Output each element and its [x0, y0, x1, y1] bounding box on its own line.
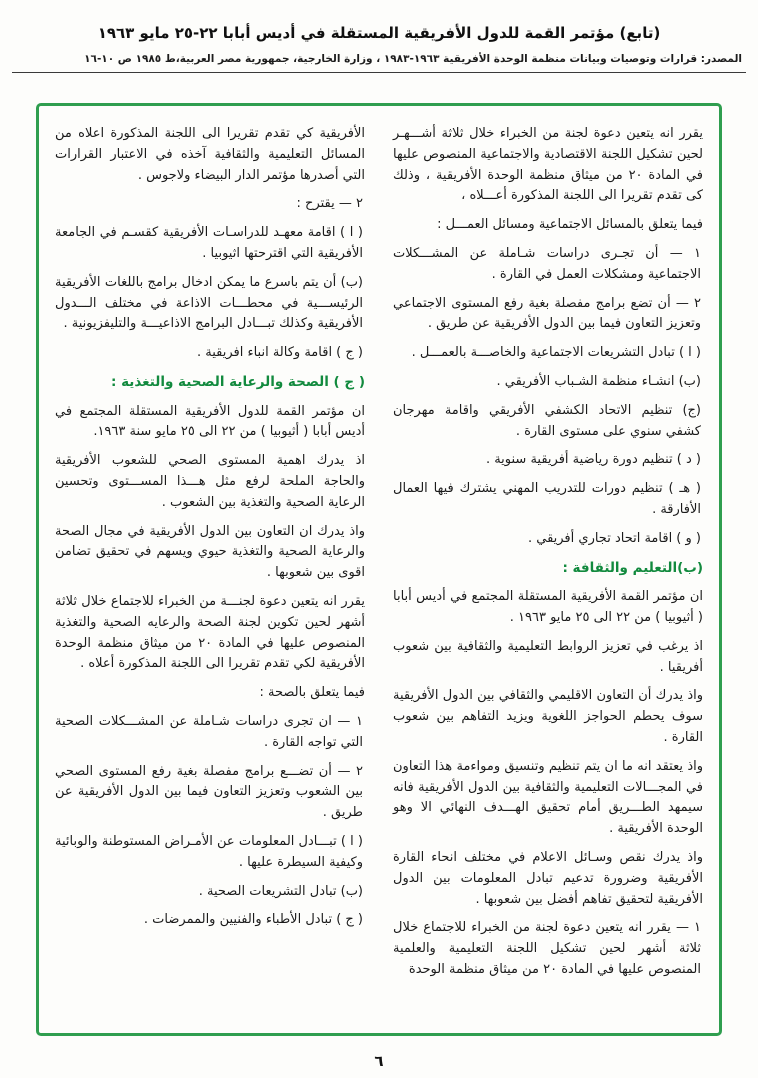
list-item: ( د ) تنظيم دورة رياضية أفريقية سنوية . — [485, 452, 701, 468]
section-heading-health-nutrition: ( ج ) الصحة والرعاية الصحية والتغذية : — [110, 373, 365, 390]
paragraph: يقرر انه يتعين دعوة لجنـــة من الخبراء للاجتماع خلال ثلاثة أشهر لحين تكوين لجنة الصحة والرعايه الصحية والتغذية المنصوص عليها في المادة ٢٠ من ميثاق منظمة الوحدة الأفريقية لكي تقدم تقريرا الى اللجنة المذكورة أعلاه . — [55, 593, 365, 672]
list-item: ( ا ) تبـــادل المعلومات عن الأمـراض المستوطنة والوبائية وكيفية السيطرة عليها . — [55, 833, 363, 870]
paragraph: يقرر انه يتعين دعوة لجنة من الخبراء خلال ثلاثة أشـــهـر لحين تشكيل اللجنة الاقتصادية والاجتماعية المنصوص عليها في المادة ٢٠ من ميثاق منظمة الوحدة الأفريقية ، وذلك كى تقدم تقريرا الى اللجنة المذكورة أعـــلاه ، — [393, 126, 703, 204]
numbered-item: ١ — ان تجرى دراسات شـاملة عن المشـــكلات الصحية التي تواجه القارة . — [55, 713, 363, 750]
numbered-item: ١ — أن تجـرى دراسات شـاملة عن المشـــكلات الاجتماعية ومشكلات العمل في القارة . — [393, 245, 701, 282]
list-item: ( ج ) اقامة وكالة انباء افريقية . — [197, 345, 363, 361]
page-title: (تابع) مؤتمر القمة للدول الأفريقية المستقلة في أديس أبابا ٢٢-٢٥ مايو ١٩٦٣ — [97, 24, 661, 42]
list-item: ( ا ) تبادل التشريعات الاجتماعية والخاصـــة بالعمـــل . — [411, 345, 701, 361]
document-header — [12, 24, 746, 73]
paragraph: واذ يدرك نقص وسـائل الاعلام في مختلف انحاء القارة الأفريقية وضرورة تدعيم تبادل المعلومات بين الدول الأفريقية لتحقيق تفاهم أفضل بين شعوبها . — [393, 849, 703, 907]
list-item: ( ا ) اقامة معهـد للدراسـات الأفريقية كقسـم في الجامعة الأفريقية التي اقترحتها اثيوبيا . — [55, 225, 363, 261]
paragraph: فيما يتعلق بالمسائل الاجتماعية ومسائل العمـــل : — [437, 217, 703, 233]
header-divider — [12, 72, 746, 73]
paragraph: واذ يدرك أن التعاون الاقليمي والثقافي بين الدول الأفريقية سوف يحطم الحواجز اللغوية ويزيد التفاهم بين شعوب القارة . — [393, 688, 703, 745]
paragraph: ان مؤتمر القمة الأفريقية المستقلة المجتمع في أديس أبابا ( أثيوبيا ) من ٢٢ الى ٢٥ مايو ١٩٦٣ . — [393, 589, 703, 625]
list-item: ( و ) اقامة اتحاد تجاري أفريقي . — [527, 530, 701, 546]
list-item: ( هـ ) تنظيم دورات للتدريب المهني يشترك فيها العمال الأفارقة . — [393, 481, 701, 517]
left-column — [55, 124, 365, 1021]
list-item: (ب) انشـاء منظمة الشـباب الأفريقي . — [496, 373, 701, 389]
section-heading-education-culture: (ب)التعليم والثقافة : — [562, 559, 703, 576]
paragraph: ان مؤتمر القمة للدول الأفريقية المستقلة المجتمع في أديس أبابا ( أثيوبيا ) من ٢٢ الى ٢٥ مايو سنة ١٩٦٣. — [55, 403, 365, 440]
numbered-item: ٢ — أن تضع برامج مفصلة بغية رفع المستوى الاجتماعي وتعزيز التعاون فيما بين الدول الأفريقية عن طريق . — [393, 295, 701, 332]
paragraph: اذ يرغب في تعزيز الروابط التعليمية والثقافية بين شعوب أفريقيا . — [393, 638, 703, 675]
numbered-item: ٢ — أن تضـــع برامج مفصلة بغية رفع المستوى الصحي بين الشعوب وتعزيز التعاون فيما بين الدول الأفريقية عن طريق . — [55, 763, 363, 821]
numbered-item: ٢ — يقترح : — [296, 196, 363, 212]
content-frame — [36, 103, 722, 1036]
paragraph: اذ يدرك اهمية المستوى الصحي للشعوب الأفريقية والحاجة الملحة لرفع مثل هـــذا المســـتوى وتحسين الرعاية الصحية والتغذية بين الشعوب . — [55, 453, 365, 510]
list-item: (ج) تنظيم الاتحاد الكشفي الأفريقي واقامة مهرجان كشفي سنوي على مستوى القارة . — [393, 402, 701, 439]
list-item: (ب) تبادل التشريعات الصحية . — [198, 883, 363, 899]
paragraph: واذ يدرك ان التعاون بين الدول الأفريقية في مجال الصحة والرعاية الصحية والتغذية حيوي ويسهم في تحقيق تضامن اقوى بين شعوبها . — [55, 523, 365, 581]
right-column — [393, 124, 703, 1021]
numbered-item: ١ — يقرر انه يتعين دعوة لجنة من الخبراء للاجتماع خلال ثلاثة أشهر لحين تشكيل اللجنة التعليمية والعلمية المنصوص عليها في المادة ٢٠ من ميثاق منظمة الوحدة — [393, 920, 701, 977]
source-line: المصدر: قرارات وتوصيات وبيانات منظمة الوحدة الأفريقية ١٩٦٣-١٩٨٣ ، وزارة الخارجية، جمهورية مصر العربية،ط ١٩٨٥ ص ١٠-١٦ — [84, 53, 742, 65]
page-number: ٦ — [374, 1052, 384, 1070]
list-item: (ب) أن يتم باسرع ما يمكن ادخال برامج باللغات الأفريقية الرئيســـية في محطـــات الاذاعة في مختلف الـــدول الأفريقية وكذلك تبـــادل البرامج الاذاعيـــة والتليفزيونية . — [55, 274, 363, 332]
paragraph: واذ يعتقد انه ما ان يتم تنظيم وتنسيق ومواءمة هذا التعاون في المجـــالات التعليمية والثقافية بين الدول الأفريقية فانه سيمهد الطـــريق أمام تحقيق الهـــدف النهائي الا وهو الوحدة الأفريقية . — [393, 758, 703, 837]
paragraph: الأفريقية كي تقدم تقريرا الى اللجنة المذكورة اعلاه من المسائل التعليمية والثقافية آخذه في الاعتبار القرارات التي أصدرها مؤتمر الدار البيضاء ولاجوس . — [55, 126, 365, 183]
paragraph: فيما يتعلق بالصحة : — [259, 685, 365, 701]
list-item: ( ج ) تبادل الأطباء والفنيين والممرضات . — [143, 912, 363, 928]
